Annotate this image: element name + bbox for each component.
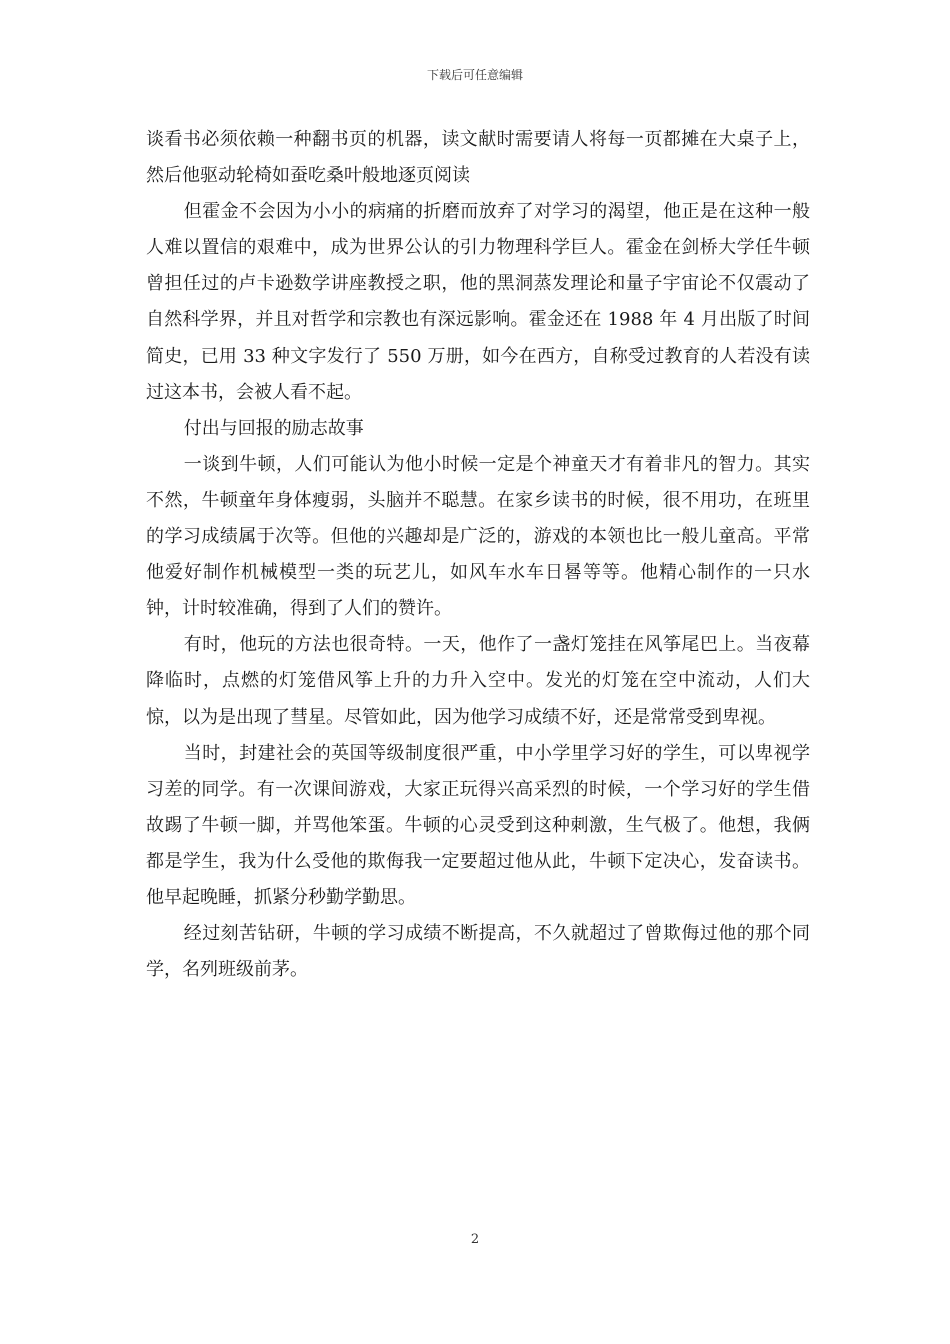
paragraph-5: 当时，封建社会的英国等级制度很严重，中小学里学习好的学生，可以卑视学习差的同学。有一次课间游戏，大家正玩得兴高采烈的时候，一个学习好的学生借故踢了牛顿一脚，并骂他笨蛋。牛顿的心灵受到这种刺激，生气极了。他想，我俩都是学生，我为什么受他的欺侮我一定要超过他从此，牛顿下定决心，发奋读书。他早起晚睡，抓紧分秒勤学勤思。	[146, 742, 810, 908]
page-number: 2	[470, 1232, 480, 1247]
document-body	[146, 122, 810, 988]
paragraph-6: 经过刻苦钻研，牛顿的学习成绩不断提高，不久就超过了曾欺侮过他的那个同学，名列班级前茅。	[146, 923, 810, 981]
page-header: 下载后可任意编辑	[426, 68, 523, 82]
section-heading: 付出与回报的励志故事	[183, 417, 364, 439]
paragraph-4: 有时，他玩的方法也很奇特。一天，他作了一盏灯笼挂在风筝尾巴上。当夜幕降临时，点燃的灯笼借风筝上升的力升入空中。发光的灯笼在空中流动，人们大惊，以为是出现了彗星。尽管如此，因为他学习成绩不好，还是常常受到卑视。	[146, 634, 810, 728]
paragraph-2: 但霍金不会因为小小的病痛的折磨而放弃了对学习的渴望，他正是在这种一般人难以置信的艰难中，成为世界公认的引力物理科学巨人。霍金在剑桥大学任牛顿曾担任过的卢卡逊数学讲座教授之职，他的黑洞蒸发理论和量子宇宙论不仅震动了自然科学界，并且对哲学和宗教也有深远影响。霍金还在 1988 年 4 月出版了时间简史，已用 33 种文字发行了 550 万册，如今在西方，自称受过教育的人若没有读过这本书，会被人看不起。	[146, 201, 810, 403]
paragraph-3: 一谈到牛顿，人们可能认为他小时候一定是个神童天才有着非凡的智力。其实不然，牛顿童年身体瘦弱，头脑并不聪慧。在家乡读书的时候，很不用功，在班里的学习成绩属于次等。但他的兴趣却是广泛的，游戏的本领也比一般儿童高。平常他爱好制作机械模型一类的玩艺儿，如风车水车日晷等等。他精心制作的一只水钟，计时较准确，得到了人们的赞许。	[146, 453, 810, 620]
paragraph-1: 谈看书必须依赖一种翻书页的机器，读文献时需要请人将每一页都摊在大桌子上，然后他驱动轮椅如蚕吃桑叶般地逐页阅读	[146, 129, 810, 187]
